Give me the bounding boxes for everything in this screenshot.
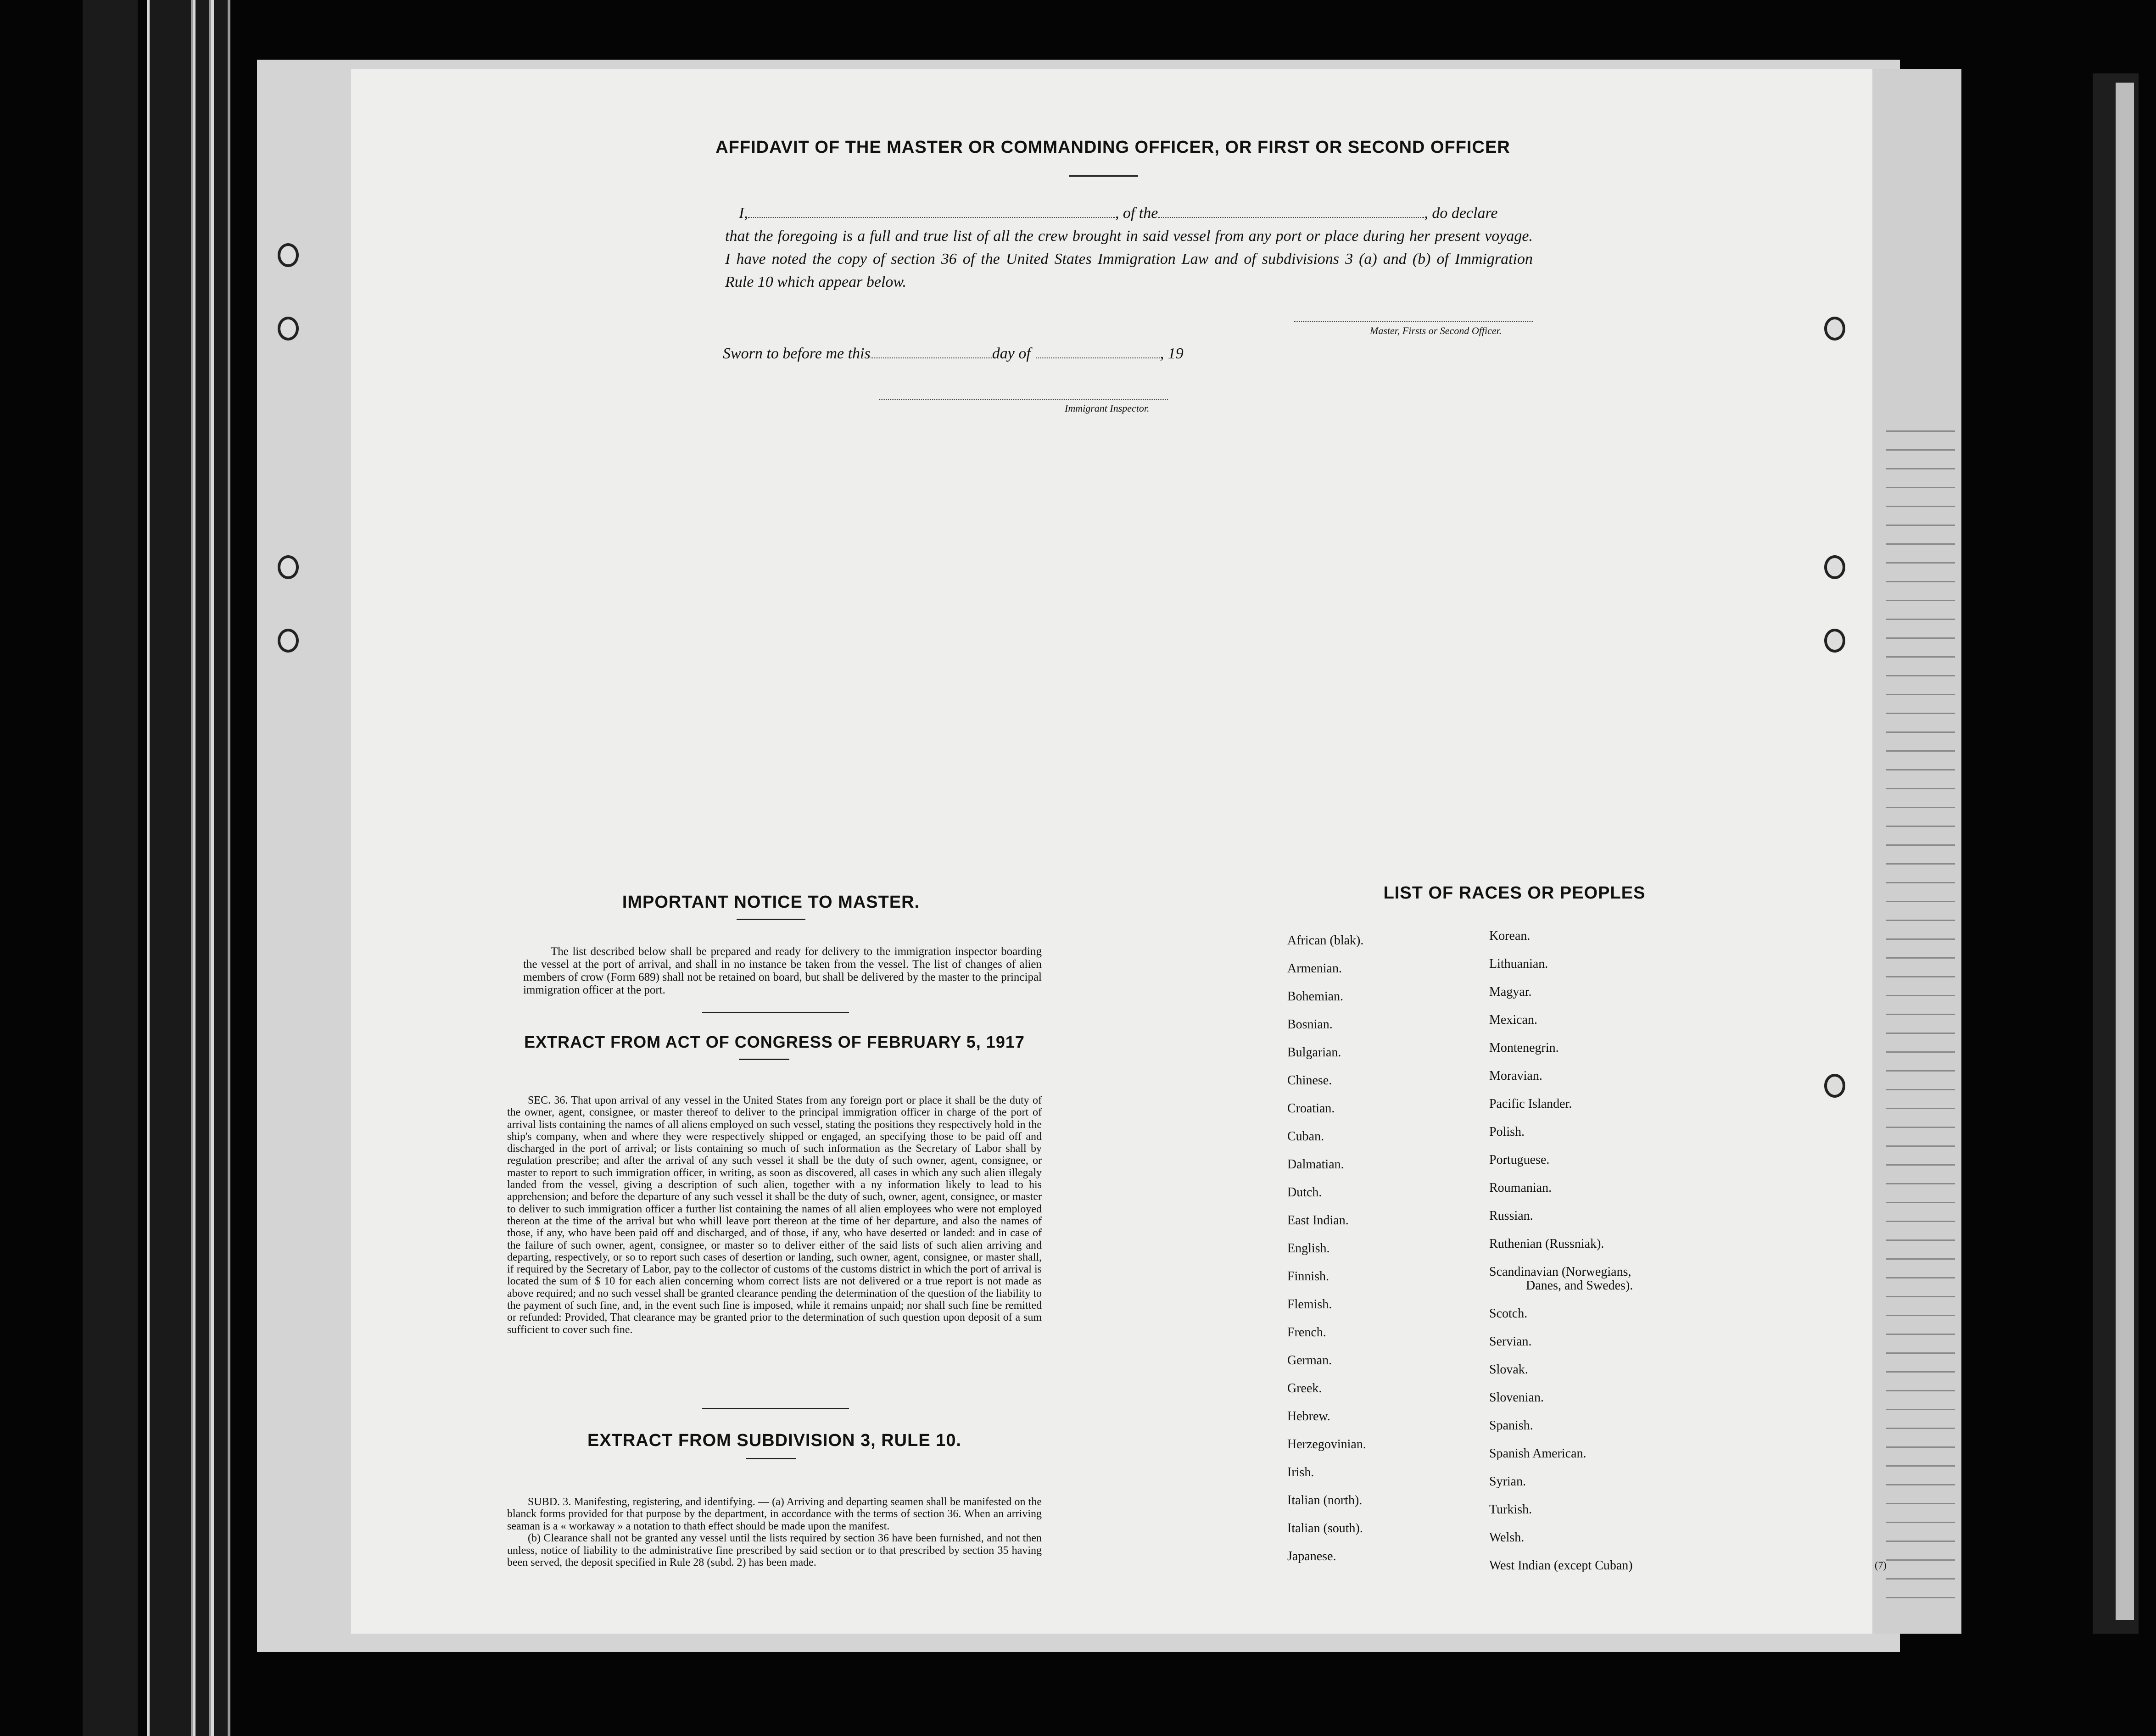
affidavit-i: I,: [739, 205, 748, 222]
punch-hole: [278, 317, 299, 341]
day-of-text: day of: [992, 345, 1031, 362]
race-item: Italian (south).: [1287, 1521, 1363, 1535]
race-item: Slovak.: [1489, 1362, 1528, 1377]
subdivision-title: EXTRACT FROM SUBDIVISION 3, RULE 10.: [587, 1431, 962, 1450]
notice-body: The list described below shall be prepared and ready for delivery to the immigration inspector boarding the vessel at the port of arrival, and shall in no instance be taken from the vessel. The list of changes of alien members of crow (Form 689) shall not be retained on board, but shall be delivered by the master to the principal immigration officer at the port.: [523, 945, 1042, 996]
race-item: Servian.: [1489, 1334, 1532, 1349]
affidavit-title: AFFIDAVIT OF THE MASTER OR COMMANDING OFFICER, OR FIRST OR SECOND OFFICER: [715, 138, 1510, 157]
race-item: Montenegrin.: [1489, 1041, 1559, 1055]
race-item: Chinese.: [1287, 1073, 1332, 1088]
race-item: Syrian.: [1489, 1474, 1526, 1489]
race-item: Polish.: [1489, 1125, 1525, 1139]
act-body: SEC. 36. That upon arrival of any vessel in the United States from any foreign port or place it shall be the duty of the owner, agent, consignee, or master thereof to deliver to the principal immigration officer in charge of the port of arrival lists containing the names of all aliens employed on such vessel, stating the positions they respectively hold in the ship's company, when and where they were respectively shipped or engaged, an specifying those to be paid off and discharged in the port of arrival; or lists containing so much of such information as the Secretary of Labor shall by regulation prescribe; and after the arrival of any such vessel it shall be the duty of such owner, agent, consignee, or master to report to such immigration officer, in writing, as soon as discovered, all cases in which any such alien illegaly landed from the vessel, giving a description of such alien, together with a ny information likely to lead to his apprehension; and before the departure of any such vessel it shall be the duty of such, owner, agent, consignee, or master to deliver to such immigration officer a further list containing the names of all alien employees who were not employed thereon at the time of the arrival but who whill leave port thereon at the time of her departure, and also the names of those, if any, who have been paid off and discharged, and of those, if any, who have deserted or landed: and in case of the failure of such owner, agent, consignee, or master so to deliver either of the said lists of such alien arriving and departing, respectively, or so to report such cases of desertion or landing, such owner, agent, consignee, or master shall, if required by the Secretary of Labor, pay to the collector of customs of the customs district in which the port of arrival is located the sum of $ 10 for each alien concerning whom correct lists are not delivered or a true report is not made as above required; and no such vessel shall be granted clearance pending the determination of the question of the liability to the payment of such fine, and, in the event such fine is imposed, while it remains unpaid; nor shall such fine be remitted or refunded: Provided, That clearance may be granted prior to the determination of such question upon deposit of a sum sufficient to cover such fine.: [507, 1094, 1042, 1336]
race-item: Dutch.: [1287, 1185, 1322, 1200]
page-edge-strip: [147, 0, 194, 1736]
subdivision-para-b: (b) Clearance shall not be granted any vessel until the lists required by section 36 have been furnished, and not then unless, notice of liability to the administrative fine prescribed by said section or to that prescribed by section 35 having been served, the deposit specified in Rule 28 (subd. 2) has been made.: [507, 1532, 1042, 1569]
punch-hole: [1824, 317, 1845, 341]
binder-left: [83, 0, 138, 1736]
race-item: Finnish.: [1287, 1269, 1329, 1284]
punch-hole: [278, 243, 299, 267]
act-separator: [702, 1408, 849, 1409]
punch-hole: [278, 555, 299, 579]
act-ornament: [739, 1059, 789, 1060]
sworn-line: [723, 345, 1184, 363]
race-item: Spanish American.: [1489, 1446, 1586, 1461]
race-item: French.: [1287, 1325, 1326, 1340]
affidavit-text: [725, 202, 1533, 294]
race-item: Hebrew.: [1287, 1409, 1330, 1423]
race-item: Moravian.: [1489, 1069, 1542, 1083]
race-item: Irish.: [1287, 1465, 1314, 1479]
affidavit-line-4: Rule 10 which appear below.: [725, 274, 907, 290]
race-item: Armenian.: [1287, 961, 1342, 976]
races-title: LIST OF RACES OR PEOPLES: [1383, 883, 1646, 903]
act-title: EXTRACT FROM ACT OF CONGRESS OF FEBRUARY 5, 1917: [524, 1033, 1025, 1051]
race-item: Scandinavian (Norwegians,: [1489, 1265, 1631, 1279]
master-signature-line: [1294, 321, 1533, 322]
affidavit-declare: , do declare: [1424, 205, 1498, 222]
race-item: Danes, and Swedes).: [1526, 1278, 1633, 1293]
notice-separator: [702, 1012, 849, 1013]
notice-ornament: [737, 919, 805, 920]
race-item: Italian (north).: [1287, 1493, 1363, 1507]
punch-hole: [278, 629, 299, 653]
binder-right-edge: [2116, 83, 2134, 1620]
race-item: Croatian.: [1287, 1101, 1335, 1116]
race-item: Spanish.: [1489, 1418, 1533, 1433]
race-item: African (blak).: [1287, 933, 1364, 948]
vessel-blank: [1158, 205, 1424, 218]
race-item: Greek.: [1287, 1381, 1322, 1395]
sworn-text: Sworn to before me this: [723, 345, 871, 362]
race-item: Flemish.: [1287, 1297, 1332, 1312]
race-item: German.: [1287, 1353, 1332, 1368]
page-edge-strip: [193, 0, 212, 1736]
race-item: Bosnian.: [1287, 1017, 1333, 1032]
race-item: Welsh.: [1489, 1530, 1525, 1545]
race-item: Korean.: [1489, 929, 1530, 943]
subdivision-para-a: SUBD. 3. Manifesting, registering, and identifying. — (a) Arriving and departing seamen shall be manifested on the blanck forms provided for that purpose by the department, in accordance with the terms of section 36. When an arriving seaman is a « workaway » a notation to thath effect should be made upon the manifest.: [507, 1496, 1042, 1532]
race-item: Japanese.: [1287, 1549, 1336, 1563]
page-edge-strip: [211, 0, 230, 1736]
race-item: Lithuanian.: [1489, 957, 1548, 971]
race-item: Mexican.: [1489, 1013, 1537, 1027]
race-item: East Indian.: [1287, 1213, 1349, 1228]
race-item: Pacific Islander.: [1489, 1097, 1572, 1111]
race-item: Bulgarian.: [1287, 1045, 1341, 1060]
race-item: West Indian (except Cuban): [1489, 1558, 1633, 1573]
race-item: Slovenian.: [1489, 1390, 1544, 1405]
punch-hole: [1824, 555, 1845, 579]
race-item: English.: [1287, 1241, 1330, 1256]
affidavit-line-2: that the foregoing is a full and true list of all the crew brought in said vessel from any port or place during her present voyage.: [725, 228, 1533, 245]
page-mark: (7): [1875, 1559, 1887, 1571]
race-item: Portuguese.: [1489, 1153, 1550, 1167]
inspector-label: Immigrant Inspector.: [1065, 402, 1150, 414]
month-blank: [1036, 346, 1160, 358]
ruled-lines: [1886, 413, 1955, 1606]
day-blank: [871, 346, 992, 358]
race-item: Roumanian.: [1489, 1181, 1552, 1195]
affidavit-line-3: I have noted the copy of section 36 of the United States Immigration Law and of subdivisions 3 (a) and (b) of Immigration: [725, 251, 1533, 268]
affidavit-of-the: , of the: [1115, 205, 1158, 222]
race-item: Dalmatian.: [1287, 1157, 1344, 1172]
race-item: Turkish.: [1489, 1502, 1532, 1517]
year-text: , 19: [1160, 345, 1184, 362]
race-item: Scotch.: [1489, 1306, 1528, 1321]
race-item: Magyar.: [1489, 985, 1532, 999]
notice-title: IMPORTANT NOTICE TO MASTER.: [622, 893, 920, 912]
race-item: Bohemian.: [1287, 989, 1344, 1004]
punch-hole: [1824, 629, 1845, 653]
race-item: Russian.: [1489, 1209, 1533, 1223]
inspector-signature-line: [879, 399, 1168, 400]
subdivision-body: [507, 1496, 1042, 1569]
title-underline: [1069, 175, 1138, 177]
master-label: Master, Firsts or Second Officer.: [1370, 325, 1502, 336]
form-page: [351, 69, 1872, 1634]
punch-hole: [1824, 1074, 1845, 1098]
name-blank: [748, 205, 1115, 218]
races-column-2: [1489, 929, 1633, 1587]
subdivision-ornament: [746, 1458, 796, 1459]
race-item: Cuban.: [1287, 1129, 1324, 1144]
race-item: Ruthenian (Russniak).: [1489, 1237, 1604, 1251]
race-item: Herzegovinian.: [1287, 1437, 1366, 1451]
races-column-1: [1287, 934, 1366, 1578]
